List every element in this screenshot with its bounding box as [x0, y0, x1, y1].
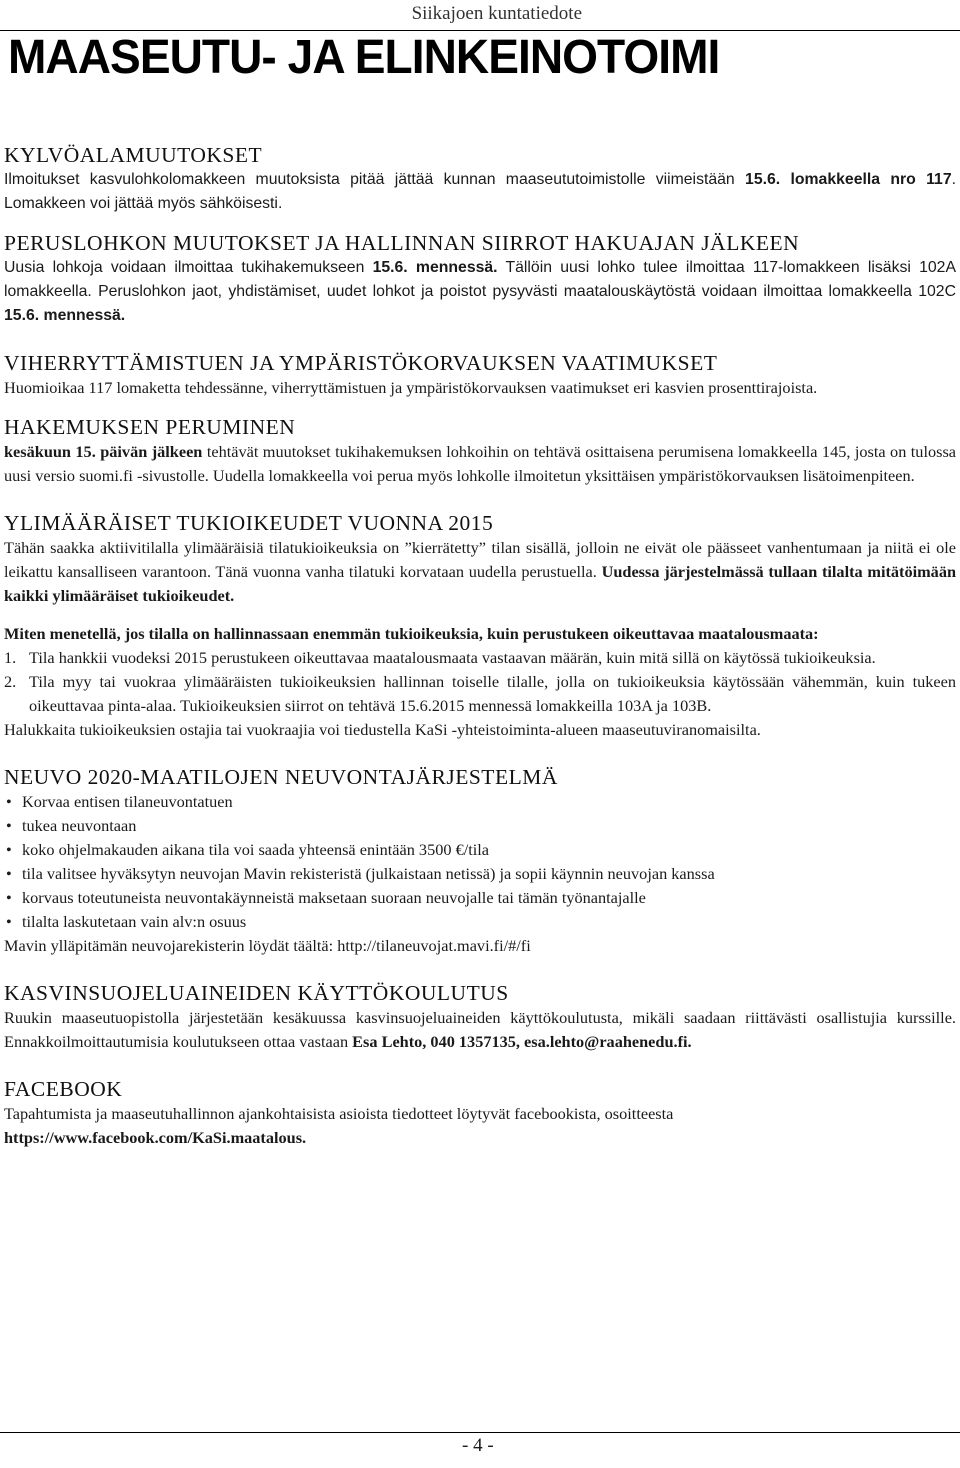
article-body	[4, 142, 956, 1150]
list-item: 2. Tila myy tai vuokraa ylimääräisten tukioikeuksien hallinnan toiselle tilalle, jolla on tukioikeuksia käytössään vähemmän, kuin tukeen oikeuttavaa pinta-alaa. Tukioikeuksien siirrot on tehtävä 15.6.2015 mennessä lomakkeilla 103A ja 103B.	[4, 672, 956, 715]
section-heading: NEUVO 2020-MAATILOJEN NEUVONTAJÄRJESTELMÄ	[4, 765, 558, 789]
section-kasvinsuojelu	[4, 980, 956, 1054]
list-item: • koko ohjelmakauden aikana tila voi saada yhteensä enintään 3500 €/tila	[4, 838, 956, 862]
section-neuvo-2020	[4, 764, 956, 958]
section-text: kesäkuun 15. päivän jälkeen tehtävät muutokset tukihakemuksen lohkoihin on tehtävä osittaisena perumisena lomakkeella 145, josta on tulossa uusi versio suomi.fi -sivustolle. Uudella lomakkeella voi perua myös lohkolle ilmoitetun yksittäisen ympäristökorvauksen lisätoimenpiteen.	[4, 442, 957, 485]
bullet-list	[4, 790, 956, 934]
section-text: Tapahtumista ja maaseutuhallinnon ajankohtaisista asioista tiedotteet löytyvät facebookista, osoitteesta https://www.facebook.com/KaSi.maatalous.	[4, 1104, 674, 1147]
publication-name: Siikajoen kuntatiedote	[411, 3, 582, 24]
numbered-list	[4, 646, 956, 718]
page-number: - 4 -	[462, 1435, 494, 1456]
section-heading: VIHERRYTTÄMISTUEN JA YMPÄRISTÖKORVAUKSEN VAATIMUKSET	[4, 351, 718, 375]
section-heading: HAKEMUKSEN PERUMINEN	[4, 415, 296, 439]
section-heading: KASVINSUOJELUAINEIDEN KÄYTTÖKOULUTUS	[4, 981, 509, 1005]
page-footer	[0, 1432, 960, 1456]
section-heading: KYLVÖALAMUUTOKSET	[4, 143, 263, 167]
section-text: Ruukin maaseutuopistolla järjestetään kesäkuussa kasvinsuojeluaineiden käyttökoulutusta, mikäli saadaan riittävästi osallistujia kurssille. Ennakkoilmoittautumisia koulutukseen ottaa vastaan Esa Lehto, 040 1357135, esa.lehto@raahenedu.fi.	[4, 1008, 956, 1051]
section-text: Ilmoitukset kasvulohkolomakkeen muutoksista pitää jättää kunnan maaseututoimistolle viimeistään 15.6. lomakkeella nro 117. Lomakkeen voi jättää myös sähköisesti.	[4, 171, 956, 212]
section-text: Huomioikaa 117 lomaketta tehdessänne, viherryttämistuen ja ympäristökorvauksen vaatimukset eri kasvien prosenttirajoista.	[4, 378, 818, 397]
section-text: Uusia lohkoja voidaan ilmoittaa tukihakemukseen 15.6. mennessä. Tällöin uusi lohko tulee ilmoittaa 117-lomakkeen lisäksi 102A lomakkeella. Peruslohkon jaot, yhdistämiset, uudet lohkot ja poistot pysyvästi maatalouskäytöstä voidaan ilmoittaa lomakkeella 102C 15.6. mennessä.	[4, 259, 956, 324]
list-item: • korvaus toteutuneista neuvontakäynneistä maksetaan suoraan neuvojalle tai tämän työnantajalle	[4, 886, 956, 910]
list-item: • tukea neuvontaan	[4, 814, 956, 838]
section-peruslohkon-muutokset	[4, 230, 956, 328]
section-ylimaaraiset-tukioikeudet	[4, 510, 956, 742]
list-item: • Korvaa entisen tilaneuvontatuen	[4, 790, 956, 814]
section-heading: FACEBOOK	[4, 1077, 123, 1101]
list-item: • tilalta laskutetaan vain alv:n osuus	[4, 910, 956, 934]
question-text: Miten menetellä, jos tilalla on hallinnassaan enemmän tukioikeuksia, kuin perustukeen oikeuttavaa maatalousmaata:	[4, 624, 819, 643]
section-viherryttamistuki	[4, 350, 956, 400]
section-hakemuksen-peruminen	[4, 414, 956, 488]
section-kylvoalamuutokset	[4, 142, 956, 216]
section-facebook	[4, 1076, 956, 1150]
list-item: • tila valitsee hyväksytyn neuvojan Mavin rekisteristä (julkaistaan netissä) ja sopii käynnin neuvojan kanssa	[4, 862, 956, 886]
page-header	[0, 0, 960, 31]
section-text: Tähän saakka aktiivitilalla ylimääräisiä tilatukioikeuksia on ”kierrätetty” tilan sisällä, jolloin ne eivät ole päässeet vanhentumaan ja niitä ei ole leikattu kansalliseen varantoon. Tänä vuonna vanha tilatuki korvataan uudella perustuella. Uudessa järjestelmässä tullaan tilalta mitätöimään kaikki ylimääräiset tukioikeudet.	[4, 538, 957, 605]
page-title: MAASEUTU- JA ELINKEINOTOIMI	[8, 31, 720, 84]
section-heading: YLIMÄÄRÄISET TUKIOIKEUDET VUONNA 2015	[4, 511, 494, 535]
closing-text: Halukkaita tukioikeuksien ostajia tai vuokraajia voi tiedustella KaSi -yhteistoiminta-alueen maaseutuviranomaisilta.	[4, 720, 761, 739]
list-item: 1. Tila hankkii vuodeksi 2015 perustukeen oikeuttavaa maatalousmaata vastaavan määrän, kuin mitä sillä on käytössä tukioikeuksia.	[4, 648, 876, 667]
section-heading: PERUSLOHKON MUUTOKSET JA HALLINNAN SIIRROT HAKUAJAN JÄLKEEN	[4, 231, 800, 255]
closing-text: Mavin ylläpitämän neuvojarekisterin löydät täältä: http://tilaneuvojat.mavi.fi/#/fi	[4, 936, 531, 955]
